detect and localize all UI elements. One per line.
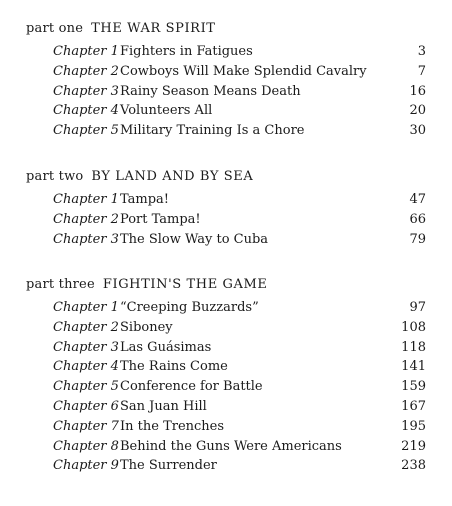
chapter-entry	[26, 397, 426, 417]
chapter-title: Port Tampa!	[120, 211, 201, 227]
part-title: THE WAR SPIRIT	[91, 21, 216, 36]
chapter-label: Chapter 8	[53, 438, 119, 454]
chapter-page-number: 79	[409, 231, 426, 247]
chapter-entry	[26, 437, 426, 457]
chapter-title: Fighters in Fatigues	[120, 44, 253, 59]
chapter-page-number: 159	[401, 379, 426, 395]
part-title: FIGHTIN'S THE GAME	[102, 277, 268, 292]
part-two-section	[26, 168, 426, 249]
chapter-entry	[26, 230, 426, 250]
chapter-label: Chapter 5	[53, 379, 119, 395]
chapter-label: Chapter 2	[53, 211, 119, 227]
chapter-list	[26, 190, 426, 249]
chapter-page-number: 97	[409, 300, 426, 315]
chapter-label: Chapter 1	[53, 44, 119, 59]
chapter-label: Chapter 3	[53, 339, 119, 355]
chapter-title: Tampa!	[120, 192, 170, 207]
chapter-title: Military Training Is a Chore	[120, 123, 305, 139]
part-label: part three	[26, 277, 95, 292]
chapter-page-number: 108	[401, 319, 426, 335]
chapter-page-number: 195	[401, 418, 426, 434]
chapter-page-number: 7	[417, 63, 426, 79]
chapter-entry	[26, 318, 426, 338]
chapter-entry	[26, 101, 426, 121]
chapter-title: Cowboys Will Make Splendid Cavalry	[120, 63, 367, 79]
chapter-entry	[26, 377, 426, 397]
chapter-title: Las Guásimas	[120, 339, 212, 355]
part-label: part one	[26, 21, 84, 36]
chapter-title: Rainy Season Means Death	[120, 83, 301, 99]
chapter-list	[26, 42, 426, 141]
chapter-entry	[26, 456, 426, 476]
chapter-entry	[26, 417, 426, 437]
chapter-title: San Juan Hill	[120, 398, 207, 414]
chapter-entry	[26, 338, 426, 358]
chapter-entry	[26, 210, 426, 230]
part-three-section	[26, 276, 426, 476]
chapter-label: Chapter 7	[53, 418, 119, 434]
chapter-label: Chapter 5	[53, 123, 119, 139]
chapter-entry	[26, 42, 426, 62]
chapter-title: Siboney	[120, 319, 173, 335]
chapter-page-number: 167	[401, 398, 426, 414]
chapter-label: Chapter 1	[53, 300, 119, 315]
chapter-title: In the Trenches	[120, 418, 225, 434]
chapter-page-number: 238	[401, 458, 426, 474]
chapter-title: The Surrender	[120, 458, 217, 474]
chapter-label: Chapter 9	[53, 458, 119, 474]
chapter-entry	[26, 121, 426, 141]
chapter-title: The Slow Way to Cuba	[120, 231, 269, 247]
chapter-label: Chapter 6	[53, 398, 119, 414]
chapter-entry	[26, 62, 426, 82]
chapter-label: Chapter 2	[53, 63, 119, 79]
chapter-page-number: 20	[409, 103, 426, 119]
chapter-page-number: 3	[417, 44, 426, 59]
chapter-title: Behind the Guns Were Americans	[120, 438, 342, 454]
chapter-label: Chapter 3	[53, 231, 119, 247]
chapter-entry	[26, 190, 426, 210]
chapter-title: “Creeping Buzzards”	[120, 300, 259, 315]
part-label: part two	[26, 169, 84, 184]
chapter-list	[26, 298, 426, 476]
chapter-entry	[26, 357, 426, 377]
chapter-entry	[26, 298, 426, 318]
part-heading	[26, 168, 426, 186]
chapter-entry	[26, 82, 426, 102]
chapter-label: Chapter 1	[53, 192, 119, 207]
chapter-title: The Rains Come	[120, 359, 228, 375]
chapter-label: Chapter 4	[53, 359, 119, 375]
chapter-page-number: 30	[409, 123, 426, 139]
part-heading	[26, 20, 426, 38]
chapter-label: Chapter 3	[53, 83, 119, 99]
chapter-page-number: 118	[401, 339, 426, 355]
chapter-label: Chapter 2	[53, 319, 119, 335]
chapter-page-number: 16	[409, 83, 426, 99]
chapter-page-number: 47	[409, 192, 426, 207]
part-title: BY LAND AND BY SEA	[91, 169, 254, 184]
chapter-page-number: 141	[401, 359, 426, 375]
chapter-title: Conference for Battle	[120, 379, 263, 395]
chapter-page-number: 66	[409, 211, 426, 227]
chapter-label: Chapter 4	[53, 103, 119, 119]
chapter-title: Volunteers All	[120, 103, 213, 119]
part-one-section	[26, 20, 426, 141]
chapter-page-number: 219	[401, 438, 426, 454]
part-heading	[26, 276, 426, 294]
